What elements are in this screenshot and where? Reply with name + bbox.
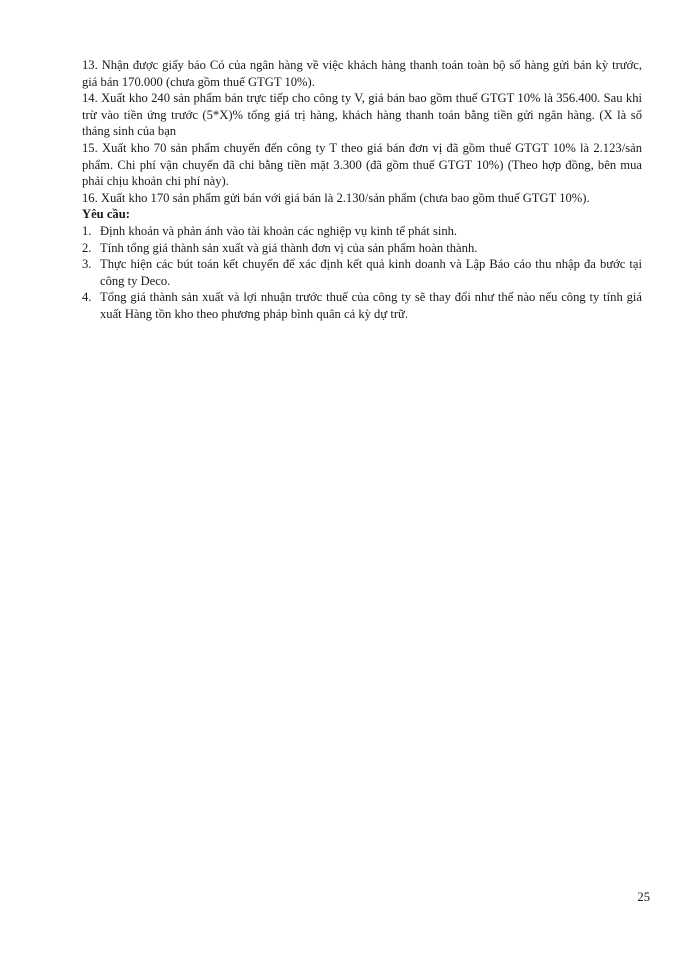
requirement-number: 4. — [82, 290, 92, 305]
requirement-number: 3. — [82, 257, 92, 272]
requirement-item — [82, 289, 642, 322]
paragraph-16: 16. Xuất kho 170 sản phẩm gửi bán với giá bán là 2.130/sản phẩm (chưa bao gồm thuế GTGT 10%). — [82, 190, 590, 205]
paragraph-15: 15. Xuất kho 70 sản phẩm chuyển đến công ty T theo giá bán đơn vị đã gồm thuế GTGT 10% là 2.123/sản phẩm. Chi phí vận chuyển đã chi bằng tiền mặt 3.300 (đã gồm thuế GTGT 10%) (Theo hợp đồng, bên mua phải chịu khoản chi phí này). — [82, 140, 642, 189]
requirement-item — [82, 256, 642, 289]
requirement-text: Tính tổng giá thành sản xuất và giá thành đơn vị của sản phẩm hoàn thành. — [100, 240, 478, 255]
page-number: 25 — [637, 890, 650, 904]
requirement-number: 1. — [82, 223, 92, 238]
paragraph-13: 13. Nhận được giấy báo Có của ngân hàng về việc khách hàng thanh toán toàn bộ số hàng gửi bán kỳ trước, giá bán 170.000 (chưa gồm thuế GTGT 10%). — [82, 58, 642, 89]
requirement-number: 2. — [82, 240, 92, 255]
requirement-text: Thực hiện các bút toán kết chuyển để xác định kết quả kinh doanh và Lập Báo cáo thu nhập đa bước tại công ty Deco. — [100, 257, 642, 288]
page-content — [82, 57, 642, 323]
requirement-text: Tổng giá thành sản xuất và lợi nhuận trước thuế của công ty sẽ thay đổi như thế nào nếu công ty tính giá xuất Hàng tồn kho theo phương pháp bình quân cả kỳ dự trữ. — [100, 290, 642, 321]
requirement-text: Định khoản và phản ánh vào tài khoản các nghiệp vụ kinh tế phát sinh. — [100, 223, 458, 238]
requirement-item — [82, 223, 642, 240]
requirement-item — [82, 240, 642, 257]
requirements-heading: Yêu cầu: — [82, 207, 130, 222]
paragraph-14: 14. Xuất kho 240 sản phẩm bán trực tiếp cho công ty V, giá bán bao gồm thuế GTGT 10% là 356.400. Sau khi trừ vào tiền ứng trước (5*X)% tổng giá trị hàng, khách hàng thanh toán bằng tiền gửi ngân hàng. (X là số tháng sinh của bạn — [82, 91, 642, 139]
